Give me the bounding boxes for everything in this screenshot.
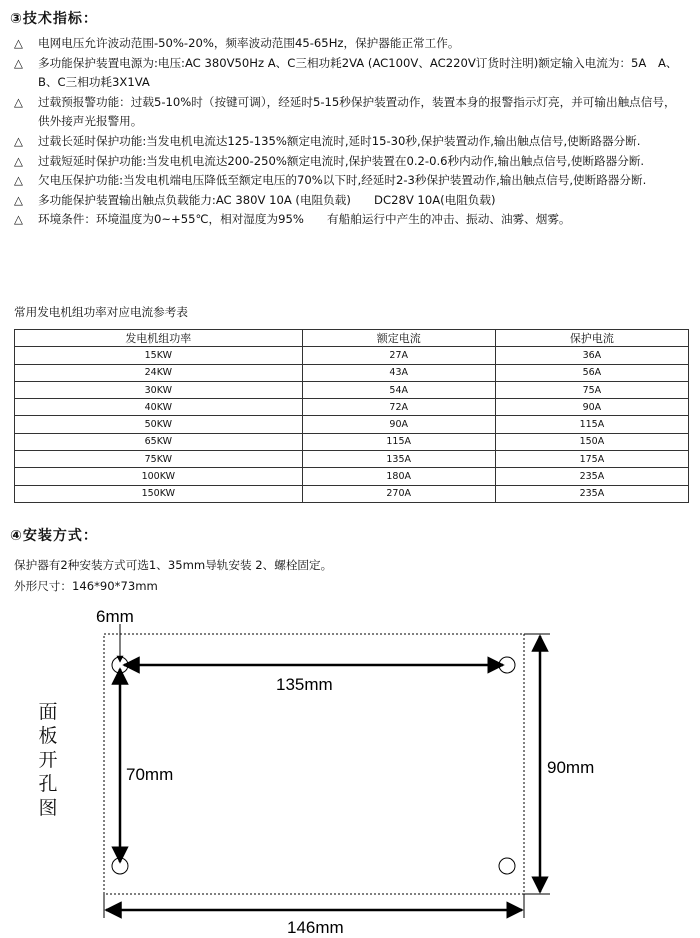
table-cell: 180A (302, 468, 495, 485)
table-cell: 65KW (15, 433, 303, 450)
table-row (15, 381, 689, 398)
spec-item (14, 132, 686, 152)
spec-item (14, 93, 686, 132)
table-cell: 24KW (15, 364, 303, 381)
table-cell: 90A (495, 399, 688, 416)
table-cell: 175A (495, 451, 688, 468)
table-row (15, 399, 689, 416)
table-cell: 30KW (15, 381, 303, 398)
table-cell: 72A (302, 399, 495, 416)
triangle-icon: △ (14, 192, 23, 207)
table-cell: 115A (302, 433, 495, 450)
table-cell: 50KW (15, 416, 303, 433)
mounting-hole-bottom-right (499, 858, 515, 874)
dim-70mm-label: 70mm (126, 765, 174, 784)
table-cell: 75KW (15, 451, 303, 468)
triangle-icon: △ (14, 36, 23, 50)
table-cell: 90A (302, 416, 495, 433)
triangle-icon: △ (14, 133, 23, 148)
table-cell: 270A (302, 485, 495, 502)
table-row (15, 416, 689, 433)
table-row (15, 468, 689, 485)
dim-90mm-label: 90mm (547, 758, 595, 777)
table-cell: 15KW (15, 347, 303, 364)
dim-6mm-label: 6mm (96, 607, 134, 626)
spec-item-text: 环境条件：环境温度为0~+55℃，相对湿度为95% 有船舶运行中产生的冲击、振动、油雾、烟雾。 (38, 212, 571, 227)
table-cell: 43A (302, 364, 495, 381)
spec-item (14, 152, 686, 172)
panel-outline (104, 634, 524, 894)
table-cell: 100KW (15, 468, 303, 485)
spec-item (14, 191, 686, 211)
table-cell: 54A (302, 381, 495, 398)
install-methods-text: 保护器有2种安装方式可选1、35mm导轨安装 2、螺栓固定。 (14, 558, 333, 572)
table-cell: 40KW (15, 399, 303, 416)
column-header: 保护电流 (495, 330, 688, 347)
table-cell: 235A (495, 468, 688, 485)
table-cell: 115A (495, 416, 688, 433)
panel-cutout-diagram (0, 600, 700, 938)
triangle-icon: △ (14, 173, 23, 188)
triangle-icon: △ (14, 94, 23, 109)
spec-item-text: 电网电压允许波动范围-50%-20%，频率波动范围45-65Hz，保护器能正常工作。 (38, 36, 460, 50)
table-cell: 56A (495, 364, 688, 381)
table-row (15, 485, 689, 502)
dimensions-text: 外形尺寸：146*90*73mm (14, 579, 158, 593)
table-header-row (15, 330, 689, 347)
table-cell: 135A (302, 451, 495, 468)
spec-item-text: 多功能保护装置输出触点负载能力:AC 380V 10A (电阻负载) DC28V 10A(电阻负载) (38, 192, 496, 207)
table-caption: 常用发电机组功率对应电流参考表 (14, 305, 188, 319)
spec-item (14, 54, 686, 93)
column-header: 额定电流 (302, 330, 495, 347)
spec-item-text: 多功能保护装置电源为:电压:AC 380V50Hz A、C三相功耗2VA (AC100V、AC220V订货时注明)额定输入电流为：5A A、B、C三相功耗3X1VA (38, 55, 678, 90)
spec-item-text: 过载短延时保护功能:当发电机电流达200-250%额定电流时,保护装置在0.2-0.6秒内动作,输出触点信号,使断路器分断. (38, 153, 645, 168)
section4-heading: ④安装方式： (10, 528, 98, 544)
triangle-icon: △ (14, 55, 23, 70)
table-row (15, 451, 689, 468)
table-row (15, 364, 689, 381)
table-cell: 150A (495, 433, 688, 450)
panel-cutout-label: 面板开孔图 (38, 701, 58, 819)
triangle-icon: △ (14, 212, 23, 227)
table-row (15, 347, 689, 364)
dim-135mm-label: 135mm (276, 675, 333, 694)
dim-146mm-label: 146mm (287, 918, 344, 937)
table-cell: 27A (302, 347, 495, 364)
table-cell: 36A (495, 347, 688, 364)
table-cell: 150KW (15, 485, 303, 502)
spec-item-text: 欠电压保护功能:当发电机端电压降低至额定电压的70%以下时,经延时2-3秒保护装置动作,输出触点信号,使断路器分断. (38, 173, 647, 188)
spec-item (14, 171, 686, 191)
spec-item-text: 过载长延时保护功能:当发电机电流达125-135%额定电流时,延时15-30秒,保护装置动作,输出触点信号,使断路器分断. (38, 133, 641, 148)
spec-list (14, 34, 686, 230)
spec-item (14, 34, 686, 54)
section3-heading: ③技术指标： (10, 11, 98, 27)
spec-item (14, 210, 686, 230)
triangle-icon: △ (14, 153, 23, 168)
spec-item-text: 过载预报警功能：过载5-10%时（按键可调），经延时5-15秒保护装置动作，装置本身的报警指示灯亮，并可输出触点信号，供外接声光报警用。 (38, 94, 676, 129)
reference-table (14, 329, 689, 503)
table-cell: 235A (495, 485, 688, 502)
table-cell: 75A (495, 381, 688, 398)
table-row (15, 433, 689, 450)
column-header: 发电机组功率 (15, 330, 303, 347)
